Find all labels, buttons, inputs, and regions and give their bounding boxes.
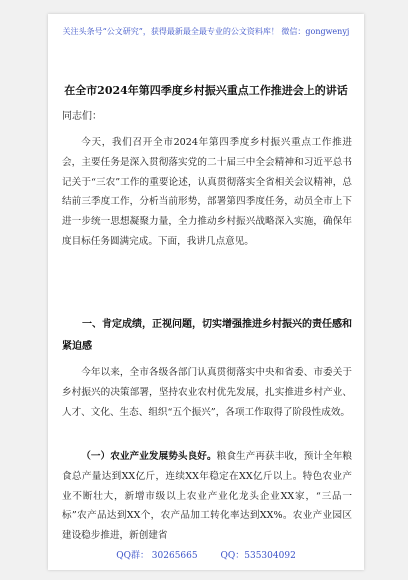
intro-paragraph: 今天，我们召开全市2024年第四季度乡村振兴重点工作推进会，主要任务是深入贯彻落实党的二十届三中全会精神和习近平总书记关于“三农”工作的重要论述，认真贯彻落实全省相关会议精神，总结前三季度工作，分析当前形势，部署第四季度任务，动员全市上下进一步统一思想凝聚力量，全力推动乡村振兴战略深入实施，确保年度目标任务圆满完成。下面，我讲几点意见。 bbox=[62, 137, 352, 247]
body-paragraph: 今年以来，全市各级各部门认真贯彻落实中央和省委、市委关于乡村振兴的决策部署，坚持农业农村优先发展，扎实推进乡村产业、人才、文化、生态、组织“五个振兴”，各项工作取得了阶段性成效。 bbox=[62, 367, 352, 418]
qq-group-text: QQ群： 30265665 bbox=[116, 551, 198, 561]
promo-banner: 关注头条号“公文研究”，获得最新最全最专业的公文资料库！ 微信：gongwenyj bbox=[62, 27, 350, 36]
document-page bbox=[48, 14, 364, 570]
qq-number-text: QQ：535304092 bbox=[220, 551, 296, 561]
subsection-lead: （一）农业产业发展势头良好。 bbox=[81, 451, 217, 462]
document-title: 在全市2024年第四季度乡村振兴重点工作推进会上的讲话 bbox=[64, 84, 348, 97]
section-heading: 一、肯定成绩，正视问题，切实增强推进乡村振兴的责任感和紧迫感 bbox=[62, 319, 352, 352]
subsection-body: 粮食生产再获丰收，预计全年粮食总产量达到XX亿斤，连续XX年稳定在XX亿斤以上。特色农业产业不断壮大，新增市级以上农业产业化龙头企业XX家，“三品一标”农产品达到XX个，农产品加工转化率达到XX%。农业产业园区建设稳步推进，新创建省 bbox=[62, 451, 353, 542]
salutation: 同志们： bbox=[62, 111, 102, 122]
subsection-paragraph bbox=[62, 447, 352, 546]
contact-footer bbox=[48, 548, 364, 561]
